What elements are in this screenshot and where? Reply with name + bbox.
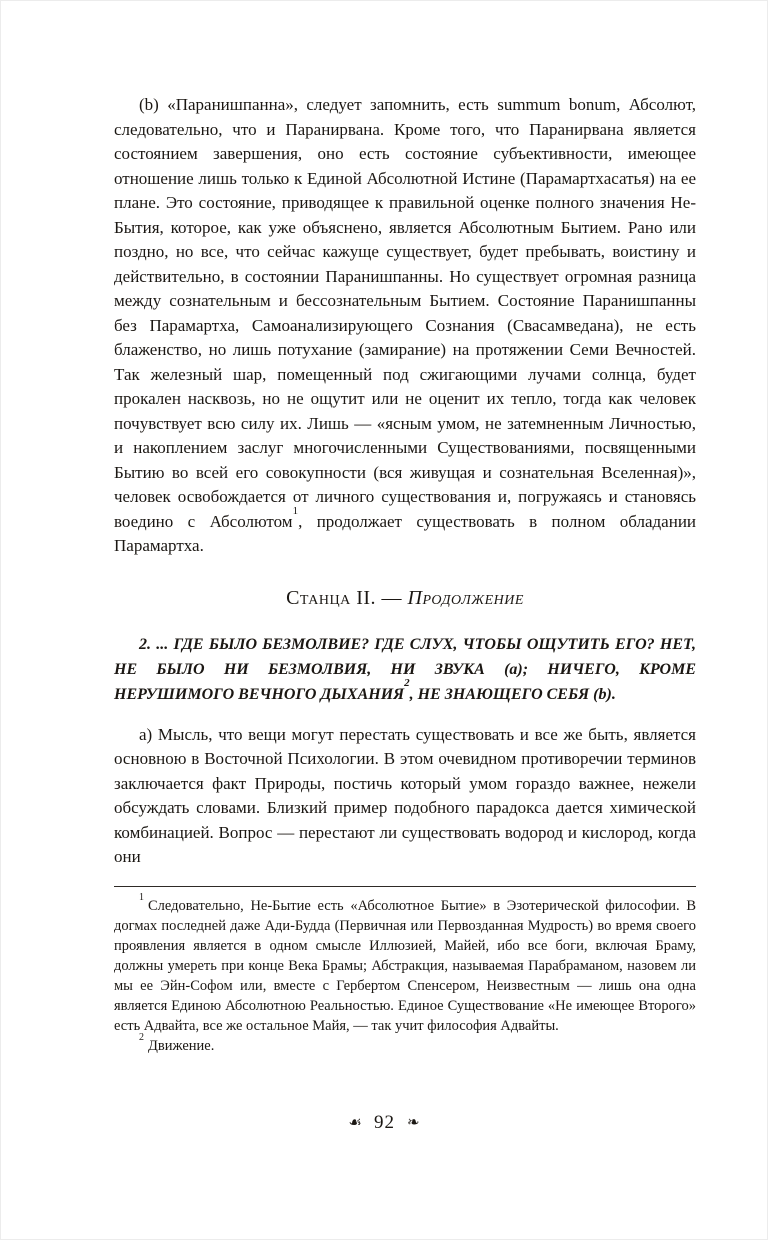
fleuron-right-icon: ❧ bbox=[406, 1113, 420, 1131]
page-footer bbox=[0, 1112, 768, 1134]
paragraph-a: а) Мысль, что вещи могут перестать существовать и все же быть, является основною в Восточной Психологии. В этом очевидном противоречии терминов заключается факт Природы, постичь который умом гораздо важнее, нежели обсуждать словами. Близкий пример подобного парадокса дается химической комбинацией. Вопрос — перестают ли существовать водород и кислород, когда они bbox=[114, 724, 696, 866]
stanza-heading bbox=[114, 587, 696, 610]
page-number: 92 bbox=[373, 1112, 395, 1133]
footnote-2-text: Движение. bbox=[148, 1037, 215, 1054]
footnotes-section bbox=[114, 891, 696, 1056]
footnote-divider bbox=[114, 886, 696, 887]
footnote-1-number: 1 bbox=[139, 891, 144, 903]
footnote-2 bbox=[114, 1031, 696, 1056]
footnote-ref-1: 1 bbox=[292, 504, 299, 517]
stanza-heading-title: Продолжение bbox=[407, 586, 524, 609]
footnote-ref-2: 2 bbox=[404, 677, 410, 690]
paragraph-b bbox=[114, 93, 696, 559]
stanza-verse bbox=[114, 632, 696, 707]
stanza-text-after: , НЕ ЗНАЮЩЕГО СЕБЯ (b). bbox=[409, 685, 616, 703]
stanza-heading-separator: — bbox=[376, 586, 408, 609]
stanza-heading-number: Станца II. bbox=[286, 586, 377, 609]
footnote-2-number: 2 bbox=[139, 1031, 144, 1043]
fleuron-left-icon: ☙ bbox=[348, 1113, 362, 1131]
stanza-text: 2. ... ГДЕ БЫЛО БЕЗМОЛВИЕ? ГДЕ СЛУХ, ЧТОБЫ ОЩУТИТЬ ЕГО? НЕТ, НЕ БЫЛО НИ БЕЗМОЛВИЯ, НИ ЗВУКА (а); НИЧЕГО, КРОМЕ НЕРУШИМОГО ВЕЧНОГО ДЫХАНИЯ bbox=[114, 635, 696, 703]
footnote-1 bbox=[114, 891, 696, 1036]
main-text bbox=[114, 93, 696, 870]
paragraph-b-text: (b) «Паранишпанна», следует запомнить, есть summum bonum, Абсолют, следовательно, что и Паранирвана. Кроме того, что Паранирвана является состоянием завершения, оно есть состояние субъективности, имеющее отношение лишь только к Единой Абсолютной Истине (Парамартхасатья) на ее плане. Это состояние, приводящее к правильной оценке полного значения Не-Бытия, которое, как уже объяснено, является Абсолютным Бытием. Рано или поздно, но все, что сейчас кажуще существует, будет пребывать, воистину и действительно, в состоянии Паранишпанны. Но существует огромная разница между сознательным и бессознательным Бытием. Состояние Паранишпанны без Парамартха, Самоанализирующего Сознания (Свасамведана), не есть блаженство, но лишь потухание (замирание) на протяжении Семи Вечностей. Так железный шар, помещенный под сжигающими лучами солнца, будет прокален насквозь, но не ощутит или не оценит их тепло, тогда как человек почувствует всю силу их. Лишь — «ясным умом, не затемненным Личностью, и накоплением заслуг многочисленными Существованиями, посвященными Бытию во всей его совокупности (вся живущая и сознательная Вселенная)», человек освобождается от личного существования и, погружаясь и становясь воедино с Абсолютом bbox=[114, 95, 696, 531]
footnote-1-text: Следовательно, Не-Бытие есть «Абсолютное Бытие» в Эзотерической философии. В догмах последней даже Ади-Будда (Первичная или Первозданная Мудрость) во время своего проявления является в одном смысле Иллюзией, Майей, ибо все боги, включая Браму, должны умереть при конце Века Брамы; Абстракция, называемая Парабраманом, назовем ли мы ее Эйн-Софом или, вместе с Гербертом Спенсером, Неизвестным — лишь она одна является Единою Абсолютною Реальностью. Единое Существование «Не имеющее Второго» есть Адвайта, все же остальное Майя, — так учит философия Адвайты. bbox=[114, 897, 696, 1034]
paragraph-b-text-after: , продолжает существовать в полном обладании Парамартха. bbox=[114, 511, 697, 555]
